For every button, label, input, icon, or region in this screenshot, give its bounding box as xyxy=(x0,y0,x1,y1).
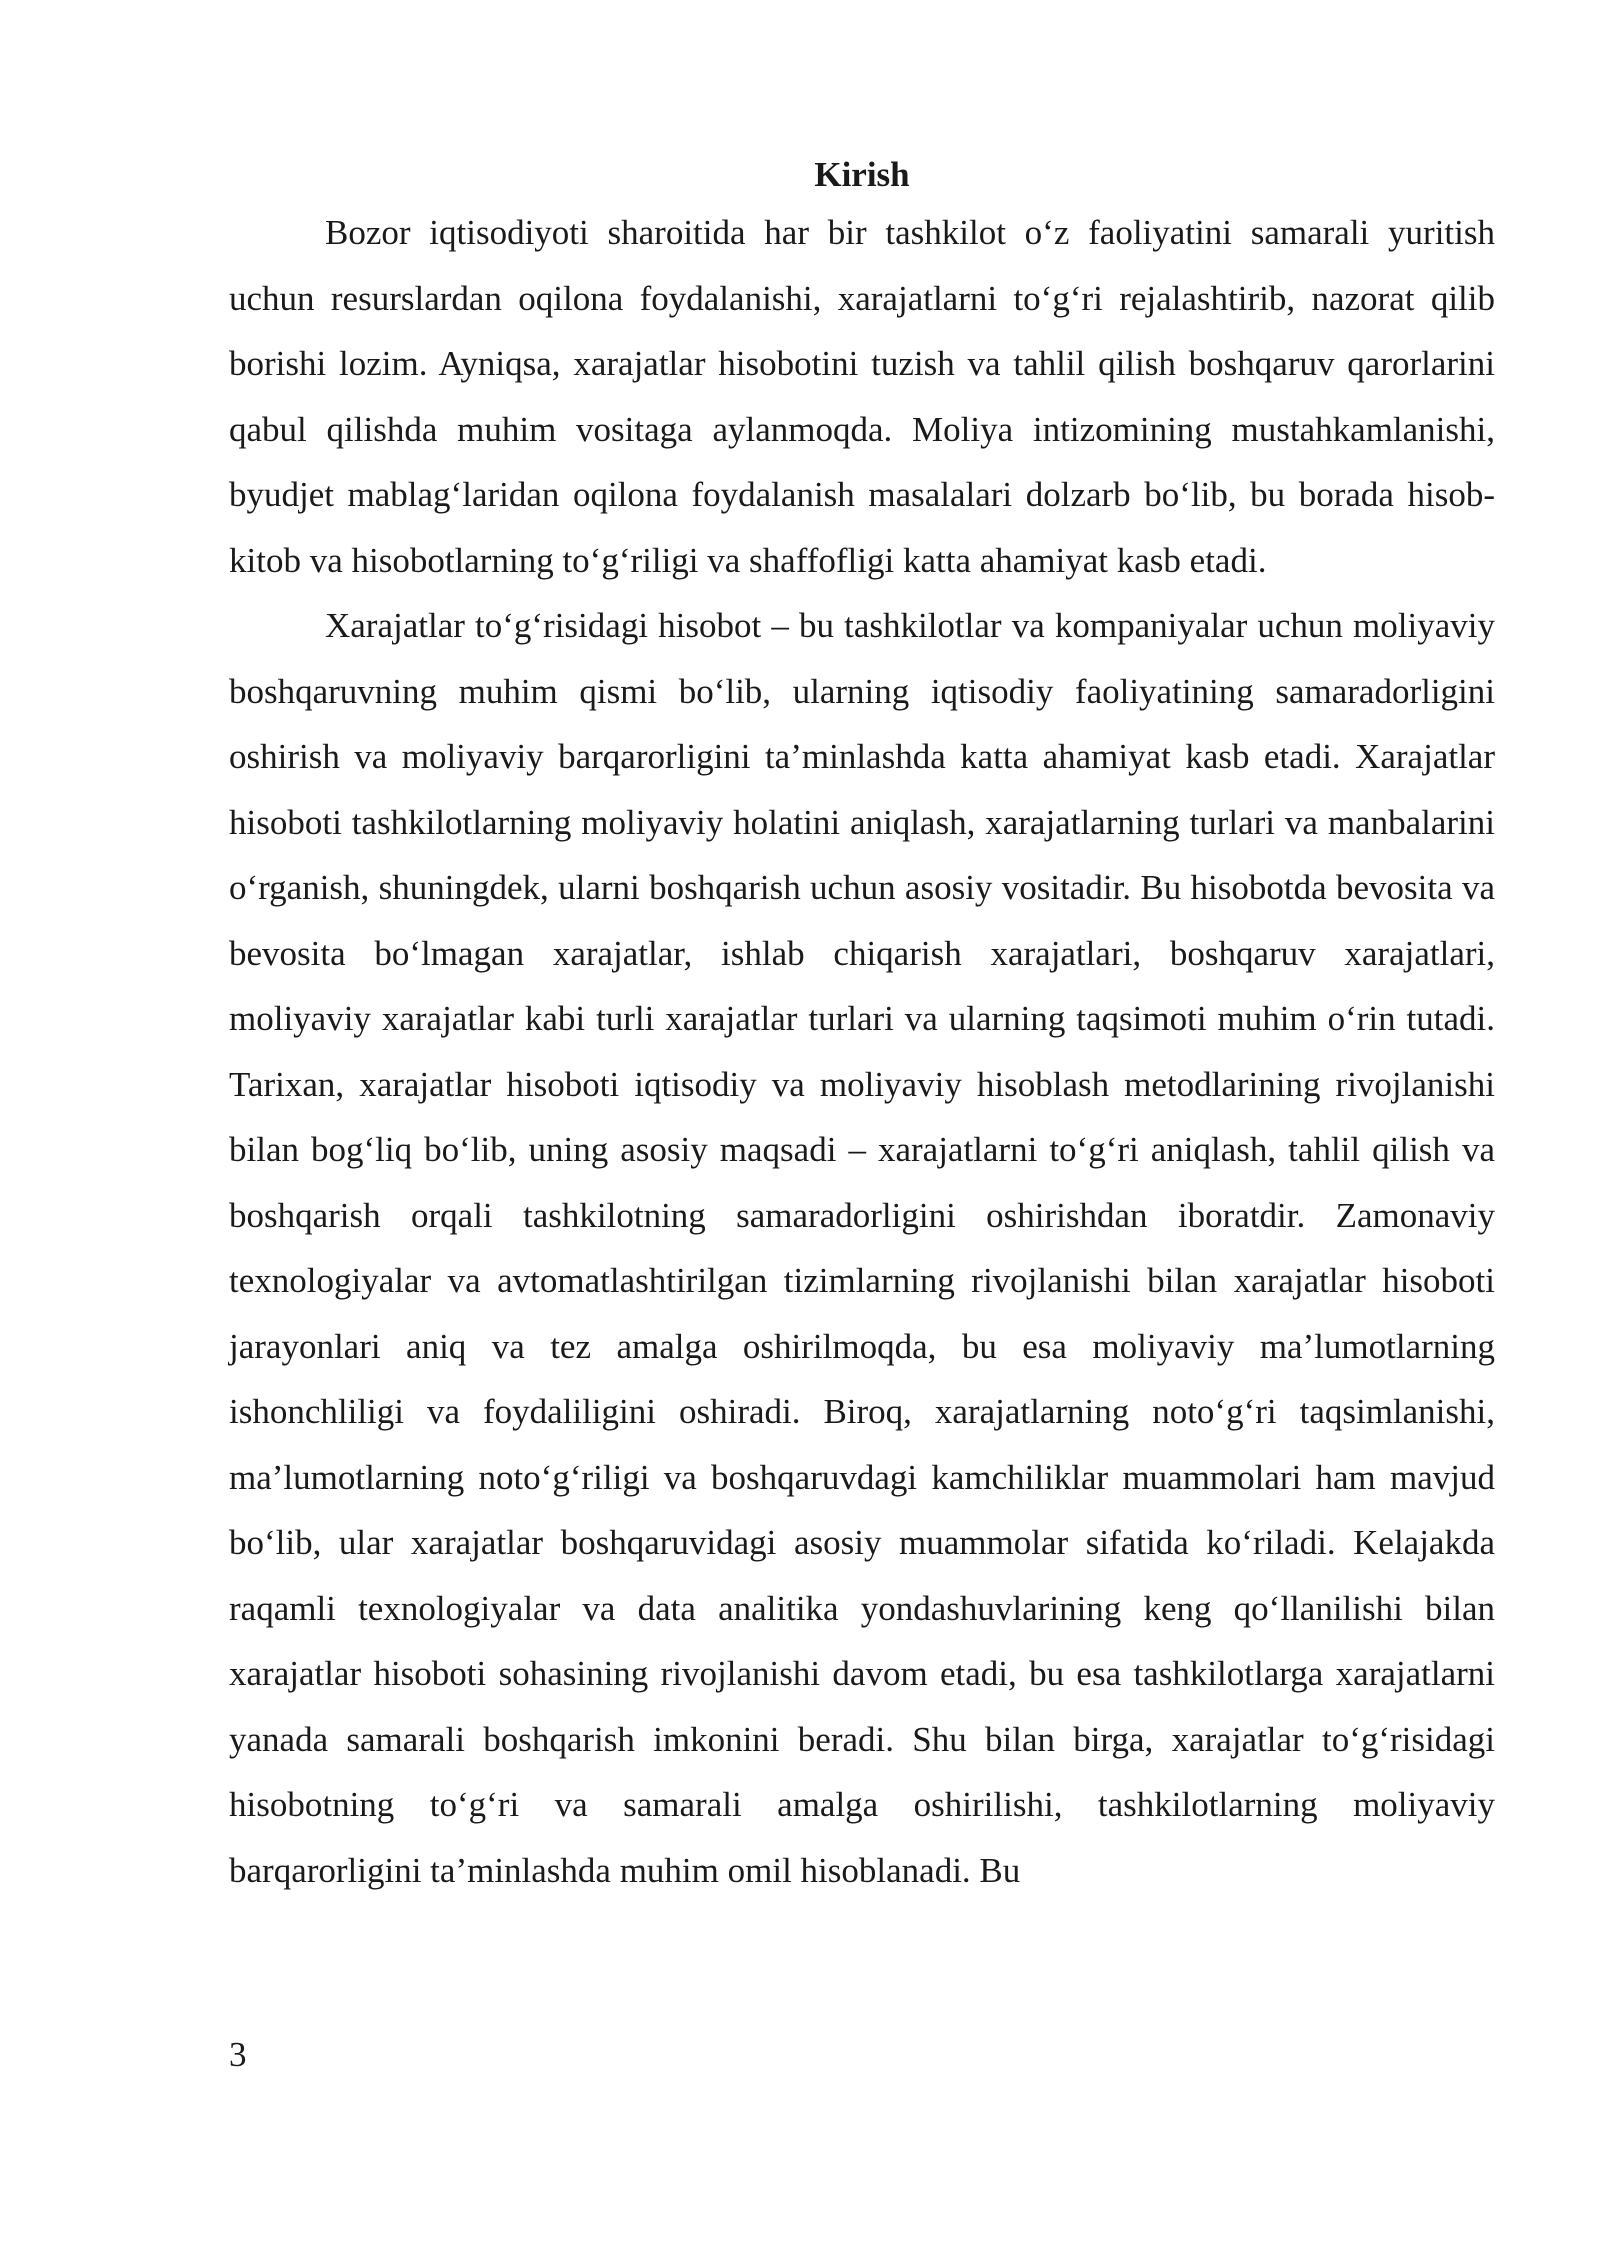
paragraph-intro: Bozor iqtisodiyoti sharoitida har bir tashkilot o‘z faoliyatini samarali yuritish uchun resurslardan oqilona foydalanishi, xarajatlarni to‘g‘ri rejalashtirib, nazorat qilib borishi lozim. Ayniqsa, xarajatlar hisobotini tuzish va tahlil qilish boshqaruv qarorlarini qabul qilishda muhim vositaga aylanmoqda. Moliya intizomining mustahkamlanishi, byudjet mablag‘laridan oqilona foydalanish masalalari dolzarb bo‘lib, bu borada hisob-kitob va hisobotlarning to‘g‘riligi va shaffofligi katta ahamiyat kasb etadi. xyxy=(229,213,1495,580)
document-page xyxy=(229,150,1495,1903)
paragraph-body: Xarajatlar to‘g‘risidagi hisobot – bu tashkilotlar va kompaniyalar uchun moliyaviy boshqaruvning muhim qismi bo‘lib, ularning iqtisodiy faoliyatining samaradorligini oshirish va moliyaviy barqarorligini ta’minlashda katta ahamiyat kasb etadi. Xarajatlar hisoboti tashkilotlarning moliyaviy holatini aniqlash, xarajatlarning turlari va manbalarini o‘rganish, shuningdek, ularni boshqarish uchun asosiy vositadir. Bu hisobotda bevosita va bevosita bo‘lmagan xarajatlar, ishlab chiqarish xarajatlari, boshqaruv xarajatlari, moliyaviy xarajatlar kabi turli xarajatlar turlari va ularning taqsimoti muhim o‘rin tutadi. Tarixan, xarajatlar hisoboti iqtisodiy va moliyaviy hisoblash metodlarining rivojlanishi bilan bog‘liq bo‘lib, uning asosiy maqsadi – xarajatlarni to‘g‘ri aniqlash, tahlil qilish va boshqarish orqali tashkilotning samaradorligini oshirishdan iboratdir. Zamonaviy texnologiyalar va avtomatlashtirilgan tizimlarning rivojlanishi bilan xarajatlar hisoboti jarayonlari aniq va tez amalga oshirilmoqda, bu esa moliyaviy ma’lumotlarning ishonchliligi va foydaliligini oshiradi. Biroq, xarajatlarning noto‘g‘ri taqsimlanishi, ma’lumotlarning noto‘g‘riligi va boshqaruvdagi kamchiliklar muammolari ham mavjud bo‘lib, ular xarajatlar boshqaruvidagi asosiy muammolar sifatida ko‘riladi. Kelajakda raqamli texnologiyalar va data analitika yondashuvlarining keng qo‘llanilishi bilan xarajatlar hisoboti sohasining rivojlanishi davom etadi, bu esa tashkilotlarga xarajatlarni yanada samarali boshqarish imkonini beradi. Shu bilan birga, xarajatlar to‘g‘risidagi hisobotning to‘g‘ri va samarali amalga oshirilishi, tashkilotlarning moliyaviy barqarorligini ta’minlashda muhim omil hisoblanadi. Bu xyxy=(229,606,1495,1890)
page-number: 3 xyxy=(229,2035,247,2074)
page-title: Kirish xyxy=(814,155,910,194)
